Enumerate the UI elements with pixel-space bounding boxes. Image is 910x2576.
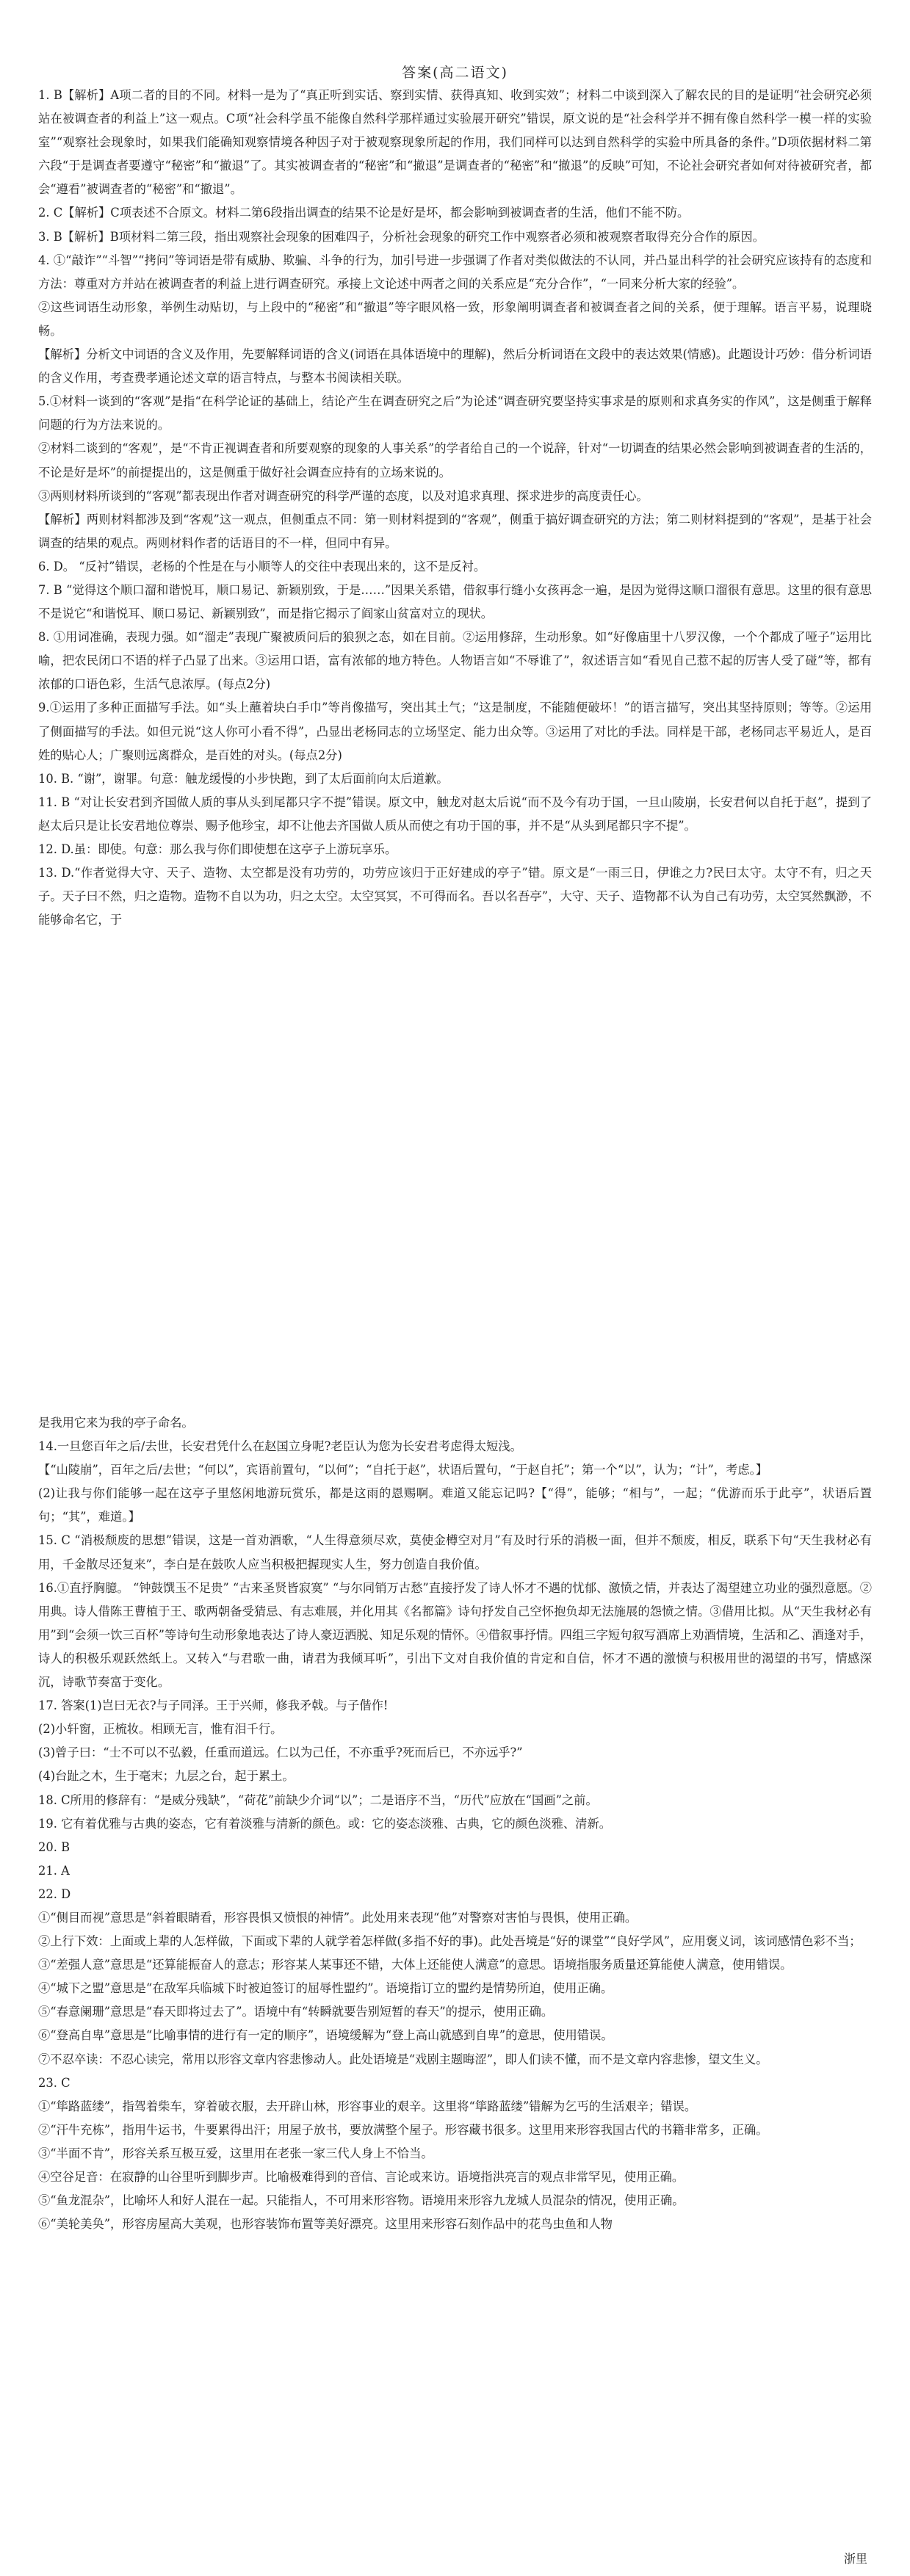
answer-paragraph: 13. D.“作者觉得大守、天子、造物、太空都是没有功劳的，功劳应该归于正好建成的亭子”错。原文是“一雨三日，伊谁之力?民曰太守。太守不有，归之天子。天子曰不然，归之造物。造物不自以为功，归之太空。太空冥冥，不可得而名。吾以名吾亭”，大守、天子、造物都不认为自己有功劳，太空冥然飘渺，不能够命名它，于 xyxy=(38,866,872,927)
answer-paragraph: 5.①材料一谈到的“客观”是指“在科学论证的基础上，结论产生在调查研究之后”为论述“调查研究要坚持实事求是的原则和求真务实的作风”，这是侧重于解释问题的行为方法来说的。 xyxy=(38,394,872,433)
answer-paragraph: (2)让我与你们能够一起在这亭子里悠闲地游玩赏乐，都是这雨的恩赐啊。难道又能忘记吗?【“得”，能够；“相与”，一起；“优游而乐于此亭”，状语后置句；“其”，难道。】 xyxy=(38,1486,872,1524)
answer-paragraph: 8. ①用词准确，表现力强。如“溜走”表现广聚被质问后的狼狈之态，如在目前。②运用修辞，生动形象。如“好像庙里十八罗汉像，一个个都成了哑子”运用比喻，把农民闭口不语的样子凸显了出来。③运用口语，富有浓郁的地方特色。人物语言如“不辱谁了”，叙述语言如“看见自己惹不起的厉害人受了碰”等，都有浓郁的口语色彩，生活气息浓厚。(每点2分) xyxy=(38,630,872,692)
answer-paragraph: ②上行下效：上面或上辈的人怎样做，下面或下辈的人就学着怎样做(多指不好的事)。此处吾境是“好的课堂”“良好学风”，应用褒义词，该词感情色彩不当； xyxy=(38,1934,862,1949)
answer-paragraph: ⑦不忍卒读：不忍心读完，常用以形容文章内容悲惨动人。此处语境是“戏剧主题晦涩”，即人们读不懂，而不是文章内容悲惨，望文生义。 xyxy=(38,2052,768,2066)
answer-paragraph: 1. B【解析】A项二者的目的不同。材料一是为了“真正听到实话、察到实情、获得真知、收到实效”；材料二中谈到深入了解农民的目的是证明“社会研究必须站在被调查者的利益上”这一观点。C项“社会科学虽不能像自然科学那样通过实验展开研究”错误，原文说的是“社会科学并不拥有像自然科学一模一样的实验室”“观察社会现象时，如果我们能确知观察情境各种因子对于被观察现象所起的作用，我们同样可以达到自然科学的实验中所具备的条件。”D项依据材料二第六段“于是调查者要遵守“秘密”和“撤退”了。其实被调查者的“秘密”和“撤退”是调查者的“秘密”和“撤退”的反映”可知，不论社会研究者如何对待被研究者，都会“遵看”被调查者的“秘密”和“撤退”。 xyxy=(38,88,872,197)
answer-paragraph: (3)曾子曰：“士不可以不弘毅，任重而道远。仁以为己任，不亦重乎?死而后已，不亦远乎?” xyxy=(38,1745,523,1760)
page-title: 答案(高二语文) xyxy=(402,65,508,81)
answer-paragraph: 17. 答案(1)岂曰无衣?与子同泽。王于兴师，修我矛戟。与子偕作! xyxy=(38,1698,389,1713)
answers-section-upper xyxy=(38,84,872,932)
answer-paragraph: 20. B xyxy=(38,1839,71,1854)
answer-paragraph: ②材料二谈到的“客观”，是“不肯正视调查者和所要观察的现象的人事关系”的学者给自己的一个说辞，针对“一切调查的结果必然会影响到被调查者的生活的，不论是好是坏”的前提提出的，这是侧重于做好社会调查应持有的立场来说的。 xyxy=(38,441,872,480)
answer-paragraph: ③“差强人意”意思是“还算能振奋人的意志；形容某人某事还不错，大体上还能使人满意”的意思。语境指服务质量还算能使人满意，使用错误。 xyxy=(38,1958,792,1972)
answer-paragraph: ⑤“春意阑珊”意思是“春天即将过去了”。语境中有“转瞬就要告别短暂的春天”的提示，使用正确。 xyxy=(38,2005,554,2019)
answer-paragraph: 6. D。 “反衬”错误，老杨的个性是在与小顺等人的交往中表现出来的，这不是反衬。 xyxy=(38,559,486,574)
answer-paragraph: 7. B “觉得这个顺口溜和谐悦耳，顺口易记、新颖别致，于是……”因果关系错，借叙事行缝小女孩再念一遍，是因为觉得这顺口溜很有意思。这里的很有意思不是说它“和谐悦耳、顺口易记、新颖别致”，而是指它揭示了阎家山贫富对立的现状。 xyxy=(38,582,872,621)
answer-paragraph: 21. A xyxy=(38,1863,70,1878)
answer-paragraph: 15. C “消极颓废的思想”错误，这是一首劝酒歌，“人生得意须尽欢，莫使金樽空对月”有及时行乐的消极一面，但并不颓废，相反，联系下句“天生我材必有用，千金散尽还复来”，李白是在鼓吹人应当积极把握现实人生，努力创造自我价值。 xyxy=(38,1533,872,1571)
answer-paragraph: 11. B “对让长安君到齐国做人质的事从头到尾都只字不提”错误。原文中，触龙对赵太后说“而不及今有功于国，一旦山陵崩，长安君何以自托于赵”，提到了赵太后只是让长安君地位尊崇、赐予他珍宝，却不让他去齐国做人质从而使之有功于国的事，并不是“从头到尾都只字不提”。 xyxy=(38,795,872,833)
answer-paragraph: 4. ①“敲诈”“斗智”“拷问”等词语是带有威胁、欺骗、斗争的行为，加引号进一步强调了作者对类似做法的不认同，并凸显出科学的社会研究应该持有的态度和方法：尊重对方并站在被调查者的利益上进行调查研究。承接上文论述中两者之间的关系应是“充分合作”，“一同来分析大家的经验”。 xyxy=(38,253,872,291)
answer-paragraph: ②这些词语生动形象，举例生动贴切，与上段中的“秘密”和“撤退”等字眼风格一致，形象阐明调查者和被调查者之间的关系，便于理解。语言平易，说理晓畅。 xyxy=(38,300,872,338)
answer-paragraph: 3. B【解析】B项材料二第三段，指出观察社会现象的困难四子，分析社会现象的研究工作中观察者必须和被观察者取得充分合作的原因。 xyxy=(38,229,765,244)
answer-paragraph: 10. B. “谢”，谢罪。句意：触龙缓慢的小步快跑，到了太后面前向太后道歉。 xyxy=(38,771,449,786)
answer-paragraph: ⑤“鱼龙混杂”，比喻坏人和好人混在一起。只能指人，不可用来形容物。语境用来形容九龙城人员混杂的情况，使用正确。 xyxy=(38,2193,685,2208)
answer-paragraph: ⑥“登高自卑”意思是“比喻事情的进行有一定的顺序”，语境缓解为“登上高山就感到自卑”的意思，使用错误。 xyxy=(38,2028,613,2043)
answer-paragraph: 9.①运用了多种正面描写手法。如“头上蘸着块白手巾”等肖像描写，突出其土气；“这是制度，不能随便破坏！”的语言描写，突出其坚持原则；等等。②运用了侧面描写的手法。如但元说“这人你可小看不得”，凸显出老杨同志的立场坚定、能力出众等。③运用了对比的手法。同样是干部，老杨同志平易近人，是百姓的贴心人；广聚则远离群众，是百姓的对头。(每点2分) xyxy=(38,701,872,762)
answer-paragraph: 14.一旦您百年之后/去世，长安君凭什么在赵国立身呢?老臣认为您为长安君考虑得太短浅。 xyxy=(38,1439,522,1454)
answer-paragraph: 16.①直抒胸臆。 “钟鼓馔玉不足贵” “古来圣贤皆寂寞” “与尔同销万古愁”直接抒发了诗人怀才不遇的忧郁、激愤之情，并表达了渴望建立功业的强烈意愿。②用典。诗人借陈王曹植于王、歌两朝备受猜忌、有志难展，并化用其《名都篇》诗句抒发自己空怀抱负却无法施展的怨愤之情。③借用比拟。从“天生我材必有用”到“会须一饮三百杯”等诗句生动形象地表达了诗人豪迈洒脱、知足乐观的情怀。④借叙事抒情。四组三字短句叙写酒席上劝酒情境，生活和乙、酒逢对手，诗人的积极乐观跃然纸上。又转入“与君歌一曲，请君为我倾耳听”，引出下文对自我价值的肯定和自信，怀才不遇的激愤与积极用世的渴望的书写，情感深沉，诗歌节奏富于变化。 xyxy=(38,1580,872,1690)
answer-paragraph: (4)台趾之木，生于毫末；九层之台，起于累土。 xyxy=(38,1769,295,1784)
answer-paragraph: 【解析】分析文中词语的含义及作用，先要解释词语的含义(词语在具体语境中的理解)，然后分析词语在文段中的表达效果(情感)。此题设计巧妙：借分析词语的含义作用，考查费孝通论述文章的语言特点，与整本书阅读相关联。 xyxy=(38,347,872,386)
answers-section-lower xyxy=(38,1411,872,2236)
answer-paragraph: ③“半面不肯”，形容关系互极互爱，这里用在老张一家三代人身上不恰当。 xyxy=(38,2146,433,2160)
answer-paragraph: (2)小轩窗，正梳妆。相顾无言，惟有泪千行。 xyxy=(38,1722,283,1737)
answer-paragraph: ③两则材料所谈到的“客观”都表现出作者对调查研究的科学严谨的态度，以及对追求真理、探求进步的高度责任心。 xyxy=(38,488,649,503)
answer-paragraph: ②“汗牛充栋”，指用牛运书，牛要累得出汗；用屋子放书，要放满整个屋子。形容藏书很多。这里用来形容我国古代的书籍非常多，正确。 xyxy=(38,2122,768,2137)
answer-paragraph: ④“城下之盟”意思是“在敌军兵临城下时被迫签订的屈辱性盟约”。语境指订立的盟约是情势所迫，使用正确。 xyxy=(38,1981,613,1996)
answer-paragraph: 12. D.虽：即使。句意：那么我与你们即使想在这亭子上游玩享乐。 xyxy=(38,842,397,856)
answer-paragraph: 18. C所用的修辞有：“是威分残缺”，“荷花”前缺少介词“以”；二是语序不当，“历代”应放在“国画”之前。 xyxy=(38,1792,598,1807)
answer-paragraph: ①“筚路蓝缕”，指驾着柴车，穿着破衣服，去开辟山林，形容事业的艰辛。这里将“筚路蓝缕”错解为乞丐的生活艰辛；错误。 xyxy=(38,2099,697,2113)
answer-paragraph: 22. D xyxy=(38,1886,71,1901)
answer-paragraph: 23. C xyxy=(38,2075,71,2090)
answer-paragraph: ⑥“美轮美奂”，形容房屋高大美观，也形容装饰布置等美好漂亮。这里用来形容石刻作品中的花鸟虫鱼和人物 xyxy=(38,2217,613,2232)
answer-paragraph: 是我用它来为我的亭子命名。 xyxy=(38,1416,194,1430)
footer-mark: 浙里 xyxy=(843,2552,867,2566)
answer-paragraph: 19. 它有着优雅与古典的姿态，它有着淡雅与清新的颜色。或：它的姿态淡雅、古典，它的颜色淡雅、清新。 xyxy=(38,1816,612,1831)
answer-paragraph: ④空谷足音：在寂静的山谷里听到脚步声。比喻极难得到的音信、言论或来访。语境指洪亮言的观点非常罕见，使用正确。 xyxy=(38,2170,685,2184)
answer-paragraph: 【“山陵崩”，百年之后/去世；“何以”，宾语前置句，“以何”；“自托于赵”，状语后置句，“于赵自托”；第一个“以”，认为；“计”，考虑。】 xyxy=(38,1463,768,1477)
answer-paragraph: ①“侧目而视”意思是“斜着眼睛看，形容畏惧又愤恨的神情”。此处用来表现“他”对警察对害怕与畏惧，使用正确。 xyxy=(38,1910,638,1925)
answer-paragraph: 【解析】两则材料都涉及到“客观”这一观点，但侧重点不同：第一则材料提到的“客观”，侧重于搞好调查研究的方法；第二则材料提到的“客观”，是基于社会调查的结果的观点。两则材料作者的话语目的不一样，但同中有异。 xyxy=(38,512,872,550)
answer-paragraph: 2. C【解析】C项表述不合原文。材料二第6段指出调查的结果不论是好是坏，都会影响到被调查者的生活，他们不能不防。 xyxy=(38,206,690,220)
